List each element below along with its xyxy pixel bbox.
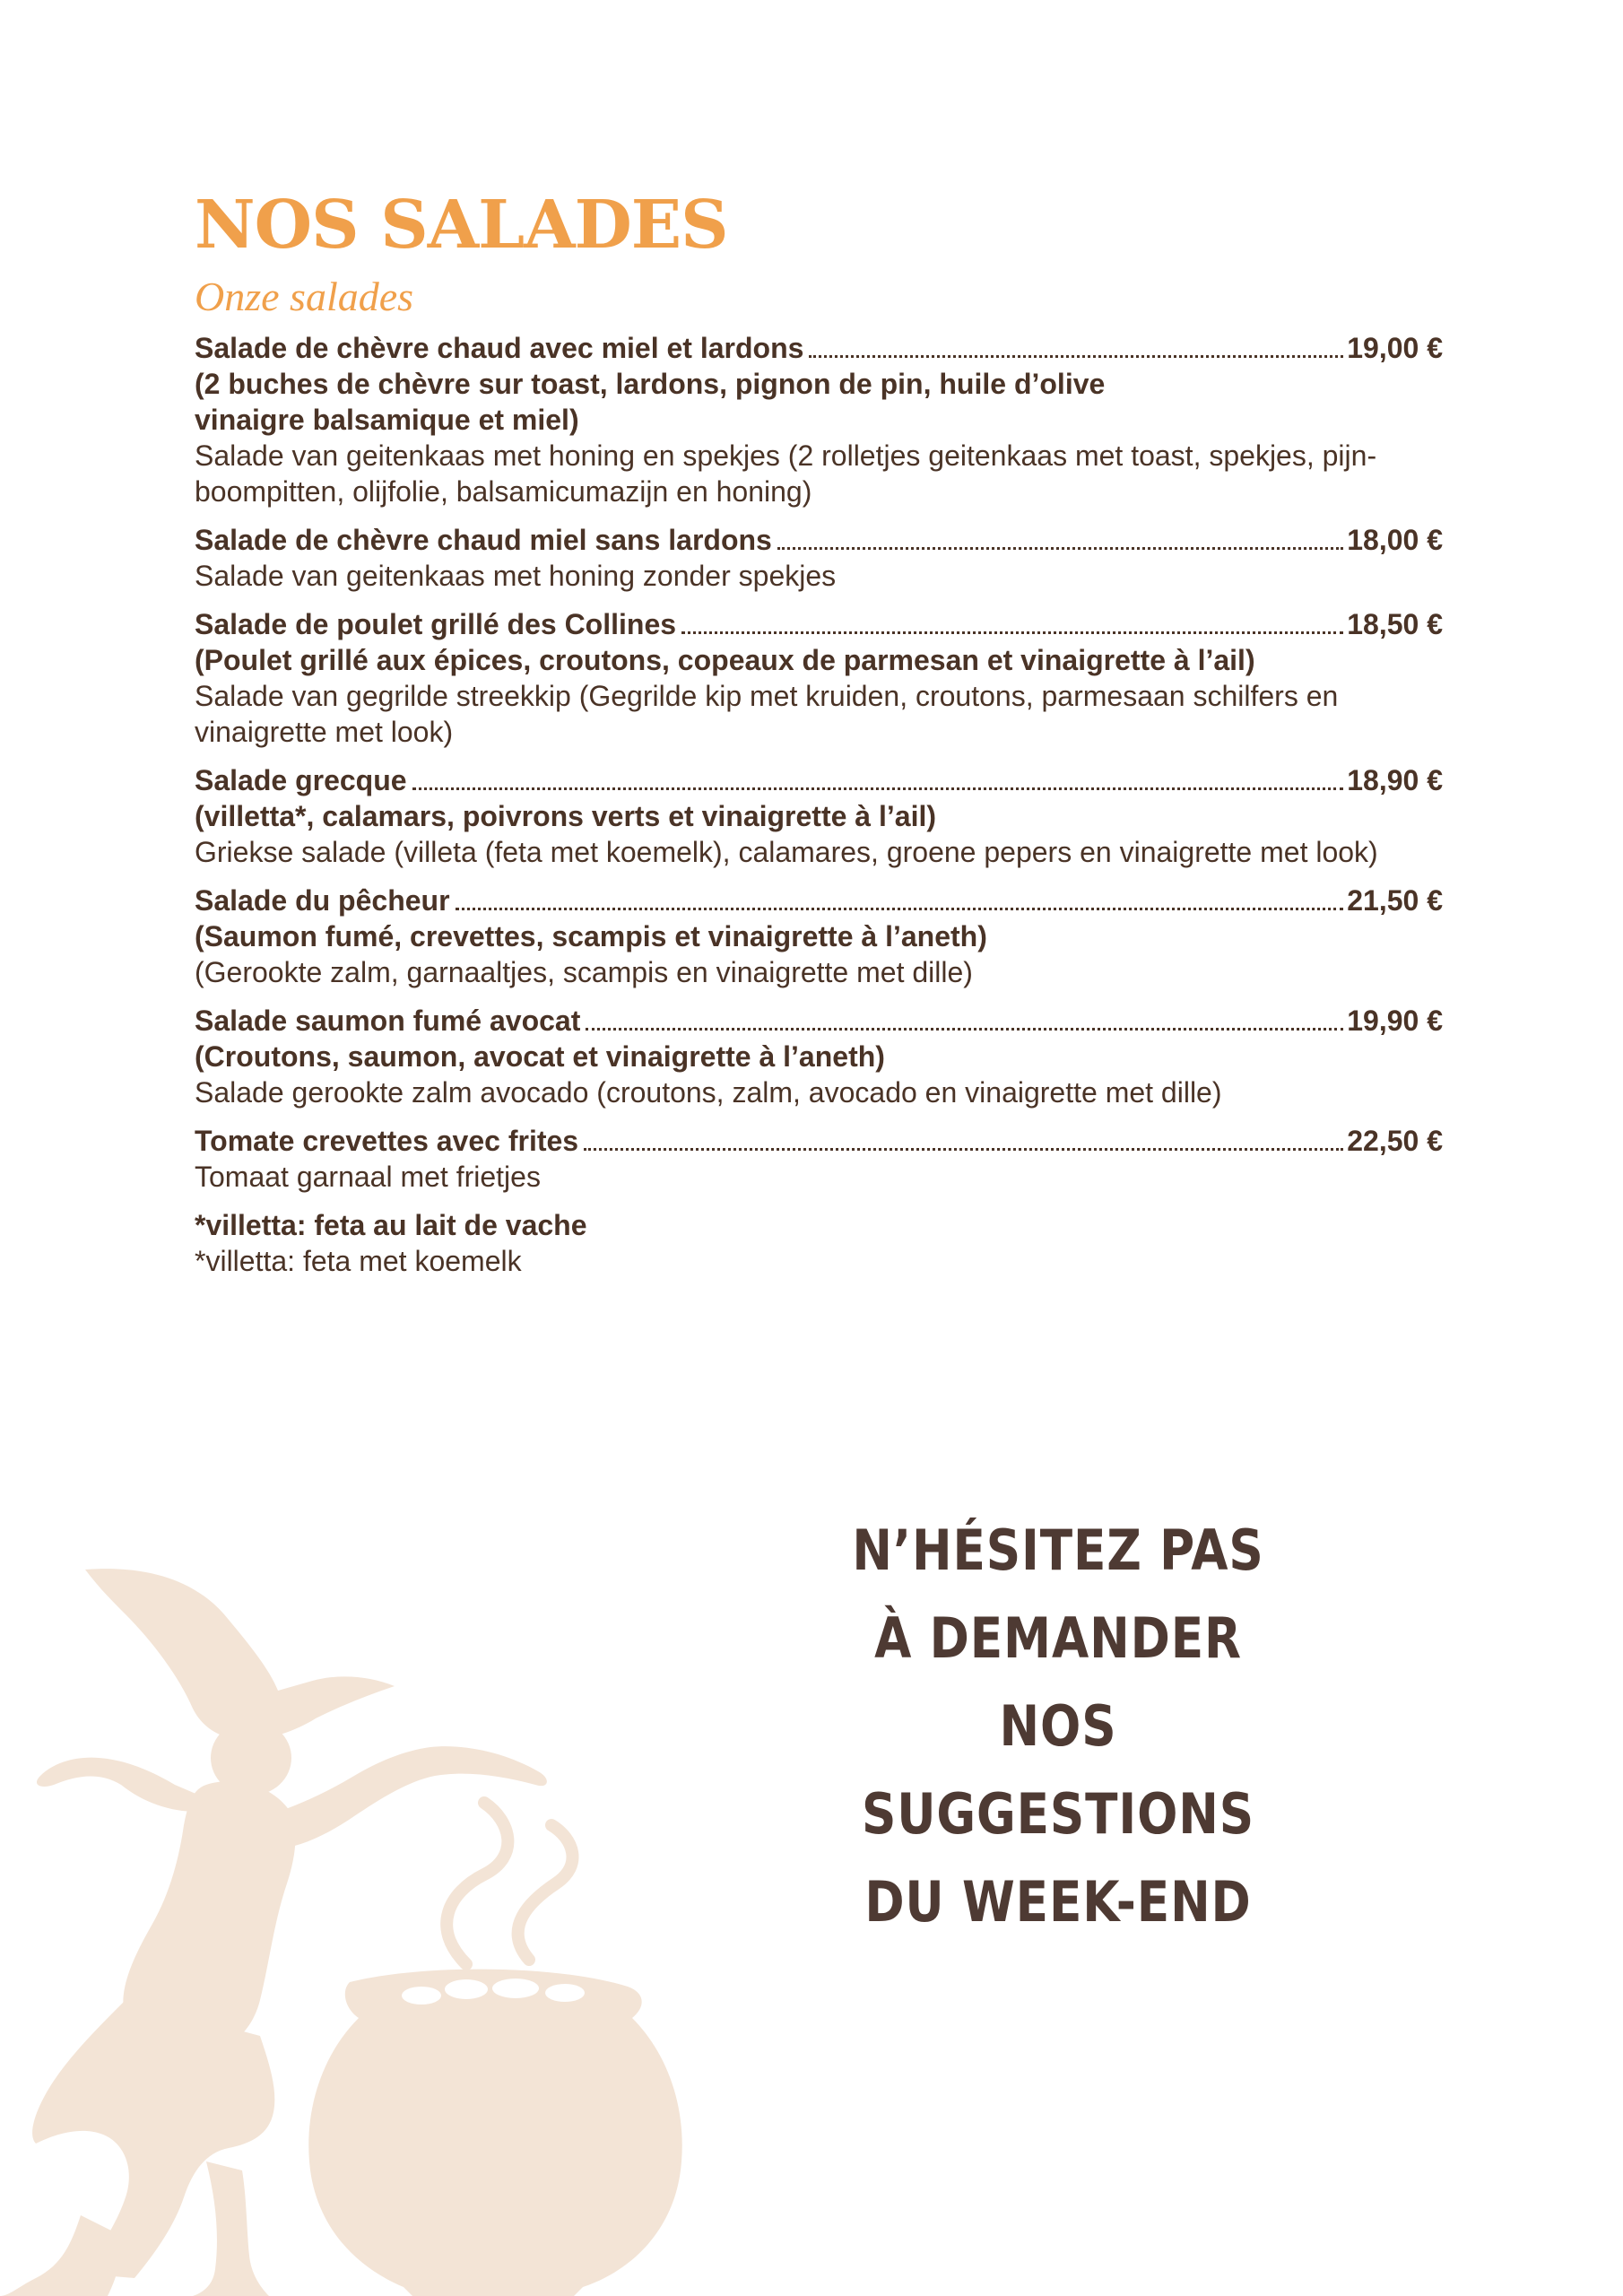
weekend-suggestions-banner	[812, 1507, 1305, 1946]
bubble-shape	[545, 1984, 585, 2002]
section-title: NOS SALADES	[195, 187, 728, 264]
bubble-shape	[402, 1987, 441, 2005]
witch-left-arm-shape	[37, 1758, 206, 1812]
dot-leader	[586, 1028, 1343, 1031]
item-description-nl: Salade van geitenkaas met honing zonder spekjes	[195, 560, 837, 592]
menu-item	[195, 330, 1443, 509]
item-name: Tomate crevettes avec frites	[195, 1125, 579, 1157]
item-description-nl: Salade gerookte zalm avocado (croutons, zalm, avocado en vinaigrette met dille)	[195, 1076, 1222, 1109]
promo-line: DU WEEK-END	[864, 1869, 1252, 1935]
item-description-fr: (2 buches de chèvre sur toast, lardons, pignon de pin, huile d’olive vinaigre balsamique et miel)	[195, 368, 1106, 436]
item-name: Salade de chèvre chaud avec miel et lardons	[195, 332, 804, 364]
item-price: 18,00 €	[1347, 524, 1443, 556]
witch-cauldron-illustration	[0, 1516, 735, 2296]
item-name: Salade du pêcheur	[195, 884, 450, 917]
cauldron-shape	[308, 1970, 682, 2296]
item-name: Salade de poulet grillé des Collines	[195, 608, 677, 640]
witch-leg-shape	[193, 2161, 269, 2296]
item-description-fr: (Poulet grillé aux épices, croutons, copeaux de parmesan et vinaigrette à l’ail)	[195, 644, 1255, 676]
salad-menu	[195, 179, 1443, 1279]
promo-line: N’HÉSITEZ PAS	[852, 1518, 1264, 1583]
item-name: Salade grecque	[195, 764, 407, 796]
promo-line: NOS SUGGESTIONS	[861, 1693, 1255, 1847]
item-name: Salade de chèvre chaud miel sans lardons	[195, 524, 772, 556]
dot-leader	[777, 547, 1343, 550]
item-description-nl: Salade van gegrilde streekkip (Gegrilde kip met kruiden, croutons, parmesaan schilfers en vinaigrette met look)	[195, 680, 1339, 748]
witch-leg-shape	[0, 2215, 126, 2296]
item-price: 21,50 €	[1347, 884, 1443, 917]
menu-item	[195, 762, 1443, 870]
item-description-nl: Tomaat garnaal met frietjes	[195, 1161, 541, 1193]
dot-leader	[681, 631, 1343, 634]
menu-item	[195, 606, 1443, 750]
item-description-nl: (Gerookte zalm, garnaaltjes, scampis en vinaigrette met dille)	[195, 956, 973, 988]
steam-shape	[518, 1825, 573, 1960]
item-description-fr: (Saumon fumé, crevettes, scampis et vinaigrette à l’aneth)	[195, 920, 987, 952]
footnote	[195, 1207, 1443, 1279]
item-name: Salade saumon fumé avocat	[195, 1004, 581, 1037]
dot-leader	[584, 1148, 1343, 1151]
item-price: 18,90 €	[1347, 764, 1443, 796]
item-price: 19,90 €	[1347, 1004, 1443, 1037]
dot-leader	[412, 787, 1344, 790]
bubble-shape	[445, 1979, 488, 1999]
footnote-fr: *villetta: feta au lait de vache	[195, 1209, 587, 1241]
witch-hat-shape	[85, 1569, 395, 1740]
item-price: 18,50 €	[1347, 608, 1443, 640]
item-price: 22,50 €	[1347, 1125, 1443, 1157]
menu-item	[195, 522, 1443, 594]
section-subtitle: Onze salades	[195, 274, 414, 319]
item-description-fr: (Croutons, saumon, avocat et vinaigrette à l’aneth)	[195, 1040, 885, 1073]
item-description-fr: (villetta*, calamars, poivrons verts et vinaigrette à l’ail)	[195, 800, 936, 832]
menu-item	[195, 1003, 1443, 1110]
item-description-nl: Griekse salade (villeta (feta met koemelk), calamares, groene pepers en vinaigrette met look)	[195, 836, 1378, 868]
promo-line: À DEMANDER	[874, 1605, 1242, 1671]
footnote-nl: *villetta: feta met koemelk	[195, 1245, 522, 1277]
dot-leader	[809, 355, 1343, 358]
item-price: 19,00 €	[1347, 332, 1443, 364]
menu-item	[195, 1123, 1443, 1195]
item-description-nl: Salade van geitenkaas met honing en spekjes (2 rolletjes geitenkaas met toast, spekjes, pijn- boompitten, olijfolie, balsamicumazijn en honing)	[195, 439, 1377, 508]
steam-shape	[447, 1803, 508, 1964]
menu-item	[195, 883, 1443, 990]
bubble-shape	[492, 1979, 539, 1998]
dot-leader	[456, 908, 1344, 910]
